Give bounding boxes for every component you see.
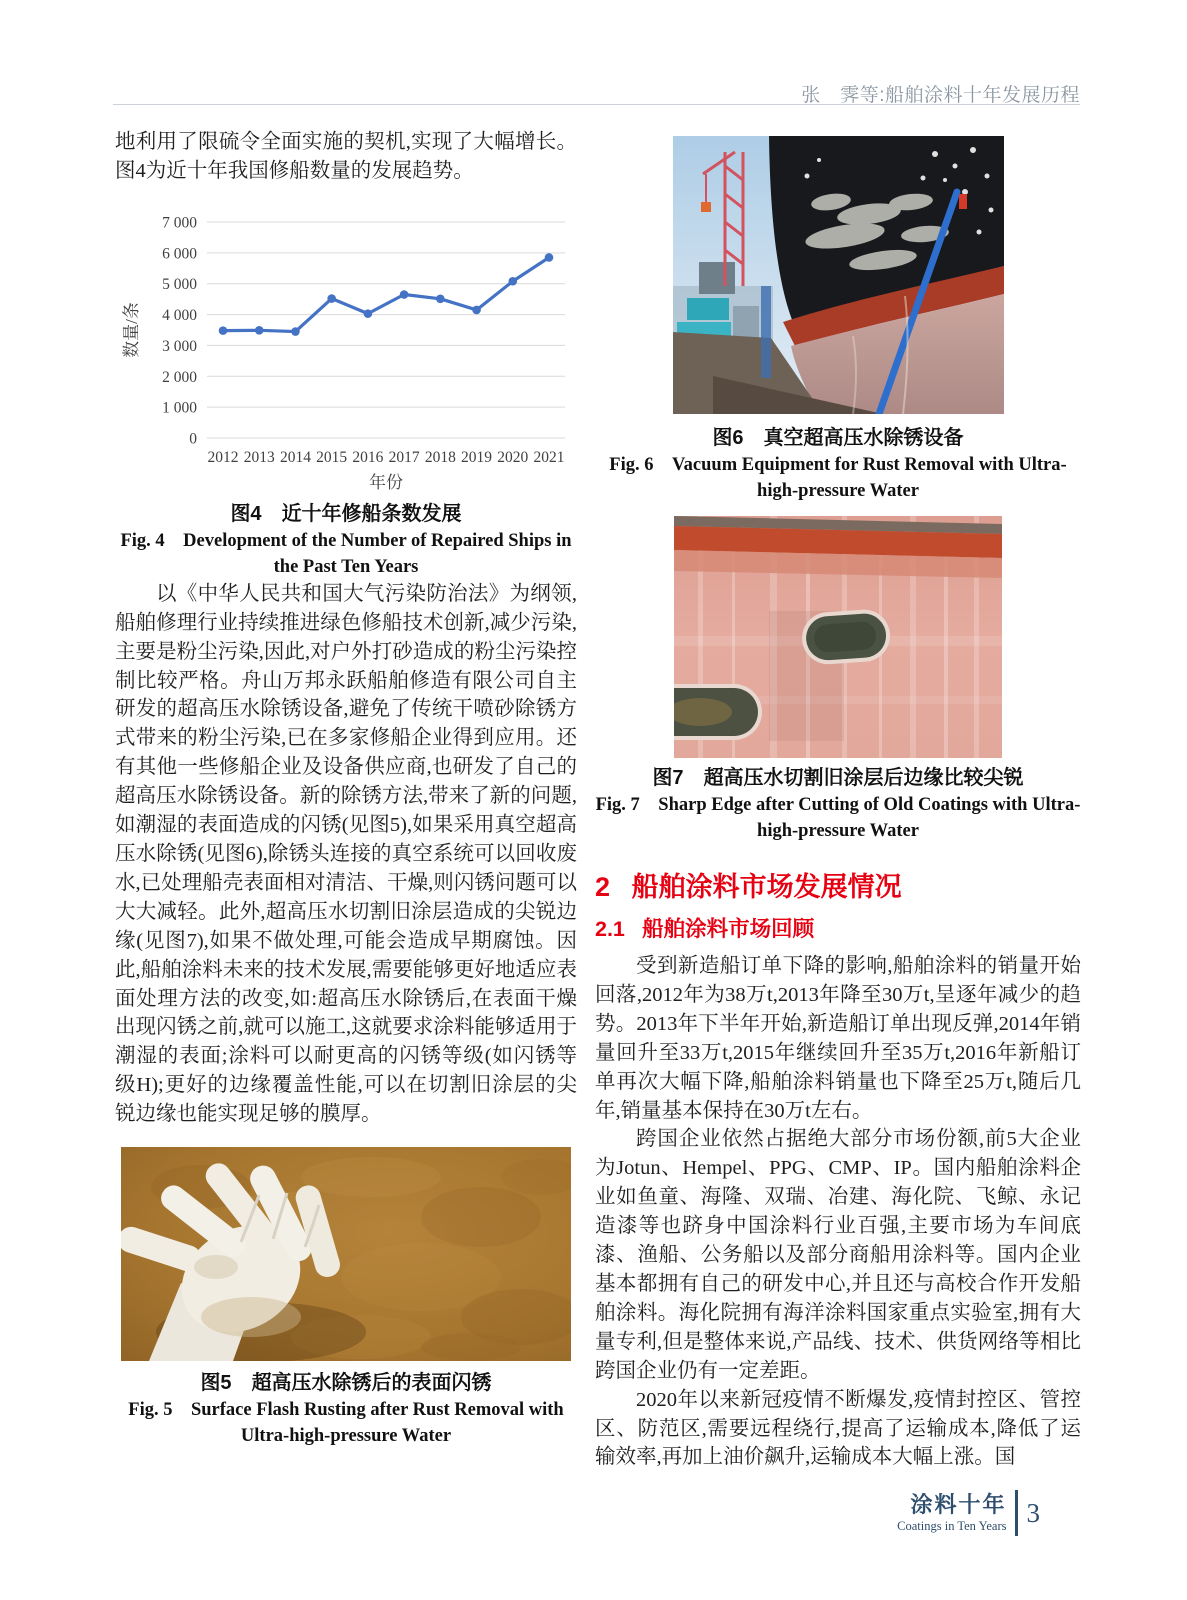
- chart-ytick-label: 7 000: [162, 214, 197, 232]
- fig6-caption-zh: [595, 424, 1081, 452]
- fig6-image: [673, 136, 1004, 414]
- worker-red: [959, 194, 967, 209]
- chart-xtick-label: 2016: [352, 448, 384, 466]
- chart-x-axis-title: 年份: [369, 472, 403, 492]
- chart-xtick-label: 2020: [497, 448, 529, 466]
- pill-cutout-center: [800, 608, 891, 666]
- section-title: 船舶涂料市场发展情况: [631, 872, 902, 902]
- fig4-text-en: Development of the Number of Repaired Ships in the Past Ten Years: [183, 530, 572, 577]
- blue-scaffold: [761, 286, 771, 378]
- chart-data-point: [436, 294, 445, 303]
- chart-series-line: [223, 257, 549, 331]
- chart-data-point: [364, 309, 373, 318]
- fig5-text-zh: 超高压水除锈后的表面闪锈: [251, 1372, 492, 1395]
- fig4-text-zh: 近十年修船条数发展: [281, 502, 462, 525]
- fig7-figure: [595, 516, 1081, 844]
- left-column: [115, 128, 577, 1449]
- chart-data-point: [255, 326, 264, 335]
- fig4-figure: [115, 206, 577, 580]
- footer-brand: [897, 1492, 1006, 1534]
- fig7-text-en: Sharp Edge after Cutting of Old Coatings with Ultra-high-pressure Water: [658, 795, 1081, 841]
- market-paragraph-3: 2020年以来新冠疫情不断爆发,疫情封控区、管控区、防范区,需要远程绕行,提高了运输成本,降低了运输效率,再加上油价飙升,运输成本大幅上涨。国: [595, 1388, 1081, 1469]
- page-footer: [897, 1490, 1040, 1536]
- subsection-heading: [595, 914, 1081, 944]
- chart-xtick-label: 2019: [461, 448, 493, 466]
- fig4-chart-svg: [115, 206, 577, 494]
- chart-ytick-label: 3 000: [162, 337, 197, 355]
- fig4-label-zh: 图4: [230, 502, 262, 525]
- fig5-text-en: Surface Flash Rusting after Rust Removal with Ultra-high-pressure Water: [190, 1400, 564, 1447]
- chart-ytick-label: 0: [189, 430, 197, 448]
- main-paragraph: 以《中华人民共和国大气污染防治法》为纲领,船舶修理行业持续推进绿色修船技术创新,减少污染,主要是粉尘污染,因此,对户外打砂造成的粉尘污染控制比较严格。舟山万邦永跃船舶修造有限公司自主研发的超高压水除锈设备,避免了传统干喷砂除锈方式带来的粉尘污染,已在多家修船企业得到应用。还有其他一些修船企业及设备供应商,也研发了自己的超高压水除锈设备。新的除锈方法,带来了新的问题,如潮湿的表面造成的闪锈(见图5),如果采用真空超高压水除锈(见图6),除锈头连接的真空系统可以回收废水,已处理船壳表面相对清洁、干燥,则闪锈问题可以大大减轻。此外,超高压水切割旧涂层造成的尖锐边缘(见图7),如果不做处理,可能会造成早期腐蚀。因此,船舶涂料未来的技术发展,需要能够更好地适应表面处理方法的改变,如:超高压水除锈后,在表面干燥出现闪锈之前,就可以施工,这就要求涂料能够适用于潮湿的表面;涂料可以耐更高的闪锈等级(如闪锈等级H);更好的边缘覆盖性能,可以在切割旧涂层的尖锐边缘也能实现足够的膜厚。: [115, 582, 577, 1126]
- chart-xtick-label: 2017: [388, 448, 420, 466]
- fig6-label-en: Fig. 6: [609, 455, 654, 475]
- footer-brand-en: Coatings in Ten Years: [897, 1519, 1007, 1533]
- fig5-caption-en: [115, 1397, 577, 1449]
- fig7-caption-en: [595, 792, 1081, 844]
- page-number: 3: [1026, 1497, 1040, 1528]
- market-paragraph-1: 受到新造船订单下降的影响,船舶涂料的销量开始回落,2012年为38万t,2013年降至30万t,呈逐年减少的趋势。2013年下半年开始,新造船订单出现反弹,2014年销量回升至33万t,2015年继续回升至35万t,2016年新船订单再次大幅下降,船舶涂料销量也下降至25万t,随后几年,销量基本保持在30万t左右。: [595, 955, 1081, 1122]
- chart-ytick-label: 5 000: [162, 276, 197, 294]
- market-paragraph-2: 跨国企业依然占据绝大部分市场份额,前5大企业为Jotun、Hempel、PPG、CMP、IP。国内船舶涂料企业如鱼童、海隆、双瑞、冶建、海化院、飞鲸、永记造漆等也跻身中国涂料行业百强,主要市场为车间底漆、渔船、公务船以及部分商船用涂料等。国内企业基本都拥有自己的研发中心,并且还与高校合作开发船舶涂料。海化院拥有海洋涂料国家重点实验室,拥有大量专利,但是整体来说,产品线、技术、供货网络等相比跨国企业仍有一定差距。: [595, 1128, 1081, 1382]
- intro-paragraph: 地利用了限硫令全面实施的契机,实现了大幅增长。图4为近十年我国修船数量的发展趋势。: [115, 131, 577, 182]
- fig4-caption-zh: [115, 500, 577, 528]
- chart-xtick-label: 2015: [316, 448, 348, 466]
- right-column: [595, 128, 1081, 1472]
- footer-divider: [1015, 1490, 1018, 1536]
- fig5-image: [121, 1147, 571, 1361]
- fig4-label-en: Fig. 4: [120, 530, 165, 551]
- chart-data-point: [219, 326, 228, 335]
- fig6-figure: [595, 136, 1081, 504]
- fig6-caption: [595, 424, 1081, 504]
- chart-ytick-label: 2 000: [162, 368, 197, 386]
- chart-data-point: [472, 305, 481, 314]
- fig4-caption-en: [115, 528, 577, 580]
- fig5-caption-zh: [115, 1369, 577, 1397]
- chart-xtick-label: 2012: [207, 448, 239, 466]
- fig7-text-zh: 超高压水切割旧涂层后边缘比较尖锐: [703, 767, 1024, 789]
- chart-ytick-label: 4 000: [162, 306, 197, 324]
- section-number: 2: [595, 872, 611, 902]
- chart-data-point: [291, 327, 300, 336]
- fig4-caption: [115, 500, 577, 580]
- section-heading: [595, 870, 1081, 904]
- fig6-text-en: Vacuum Equipment for Rust Removal with Ultra-high-pressure Water: [672, 455, 1067, 501]
- running-head: 张 霁等:船舶涂料十年发展历程: [801, 85, 1080, 106]
- chart-data-point: [508, 277, 517, 286]
- fig7-label-zh: 图7: [652, 767, 684, 789]
- subsection-number: 2.1: [595, 917, 625, 941]
- chart-xtick-label: 2021: [533, 448, 565, 466]
- fig5-figure: [115, 1147, 577, 1449]
- fig7-caption-zh: [595, 764, 1081, 792]
- chart-xtick-label: 2013: [243, 448, 275, 466]
- header-rule: [113, 104, 1080, 105]
- chart-xtick-label: 2018: [424, 448, 456, 466]
- fig7-caption: [595, 764, 1081, 844]
- subsection-title: 船舶涂料市场回顾: [642, 917, 815, 941]
- chart-data-point: [400, 290, 409, 299]
- fig7-image: [674, 516, 1002, 758]
- chart-y-axis-title: 数量/条: [122, 301, 141, 358]
- fig5-caption: [115, 1369, 577, 1449]
- fig7-label-en: Fig. 7: [595, 795, 640, 815]
- chart-ytick-label: 1 000: [162, 399, 197, 417]
- footer-brand-zh: 涂料十年: [910, 1492, 1007, 1517]
- fig5-label-en: Fig. 5: [128, 1400, 173, 1421]
- fig6-caption-en: [595, 452, 1081, 504]
- fig6-label-zh: 图6: [712, 427, 744, 449]
- chart-data-point: [545, 253, 554, 262]
- chart-ytick-label: 6 000: [162, 245, 197, 263]
- fig5-label-zh: 图5: [200, 1372, 232, 1395]
- chart-xtick-label: 2014: [279, 448, 311, 466]
- fig6-text-zh: 真空超高压水除锈设备: [763, 427, 964, 449]
- chart-data-point: [327, 294, 336, 303]
- pill-cutout-lower-left: [674, 684, 762, 740]
